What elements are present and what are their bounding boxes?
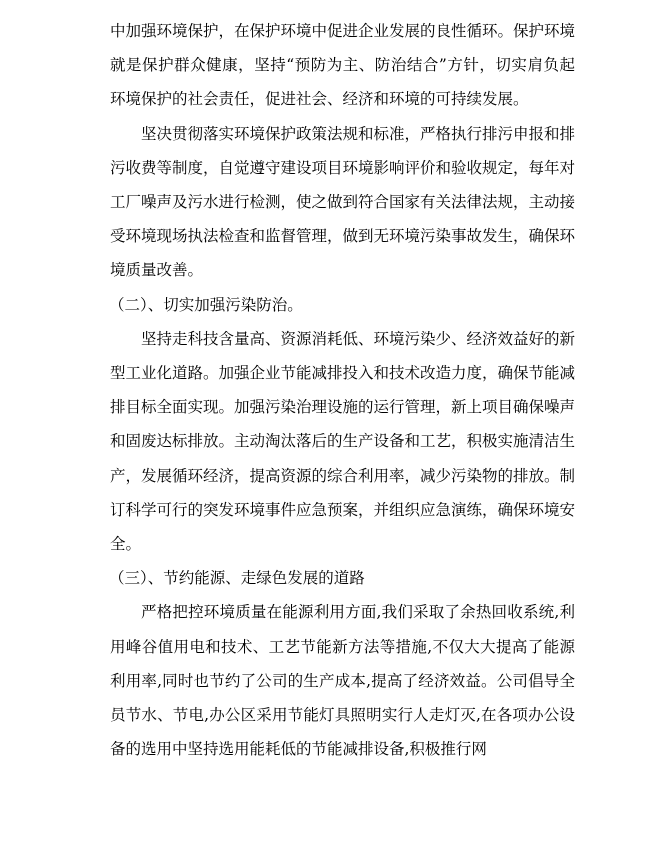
- body-paragraph-2: 坚决贯彻落实环境保护政策法规和标准，严格执行排污申报和排污收费等制度，自觉遵守建设项目环境影响评价和验收规定，每年对工厂噪声及污水进行检测，使之做到符合国家有关法律法规，主动接受环境现场执法检查和监督管理，做到无环境污染事故发生，确保环境质量改善。: [110, 124, 576, 280]
- section-heading-3: （三）、节约能源、走绿色发展的道路: [109, 569, 365, 588]
- body-paragraph-1: 中加强环境保护，在保护环境中促进企业发展的良性循环。保护环境就是保护群众健康，坚持“预防为主、防治结合”方针，切实肩负起环境保护的社会责任，促进社会、经济和环境的可持续发展。: [110, 22, 576, 109]
- body-paragraph-3: 坚持走科技含量高、资源消耗低、环境污染少、经济效益好的新型工业化道路。加强企业节能减排投入和技术改造力度，确保节能减排目标全面实现。加强污染治理设施的运行管理，新上项目确保噪声和固废达标排放。主动淘汰落后的生产设备和工艺，积极实施清洁生产，发展循环经济，提高资源的综合利用率，减少污染物的排放。制订科学可行的突发环境事件应急预案，并组织应急演练，确保环境安全。: [110, 329, 576, 554]
- document-page: [110, 14, 575, 766]
- body-paragraph-4: 严格把控环境质量在能源利用方面,我们采取了余热回收系统,利用峰谷值用电和技术、工艺节能新方法等措施,不仅大大提高了能源利用率,同时也节约了公司的生产成本,提高了经济效益。公司倡导全员节水、节电,办公区采用节能灯具照明实行人走灯灭,在各项办公设备的选用中坚持选用能耗低的节能减排设备,积极推行网: [110, 603, 575, 759]
- section-heading-2: （二）、切实加强污染防治。: [109, 295, 303, 314]
